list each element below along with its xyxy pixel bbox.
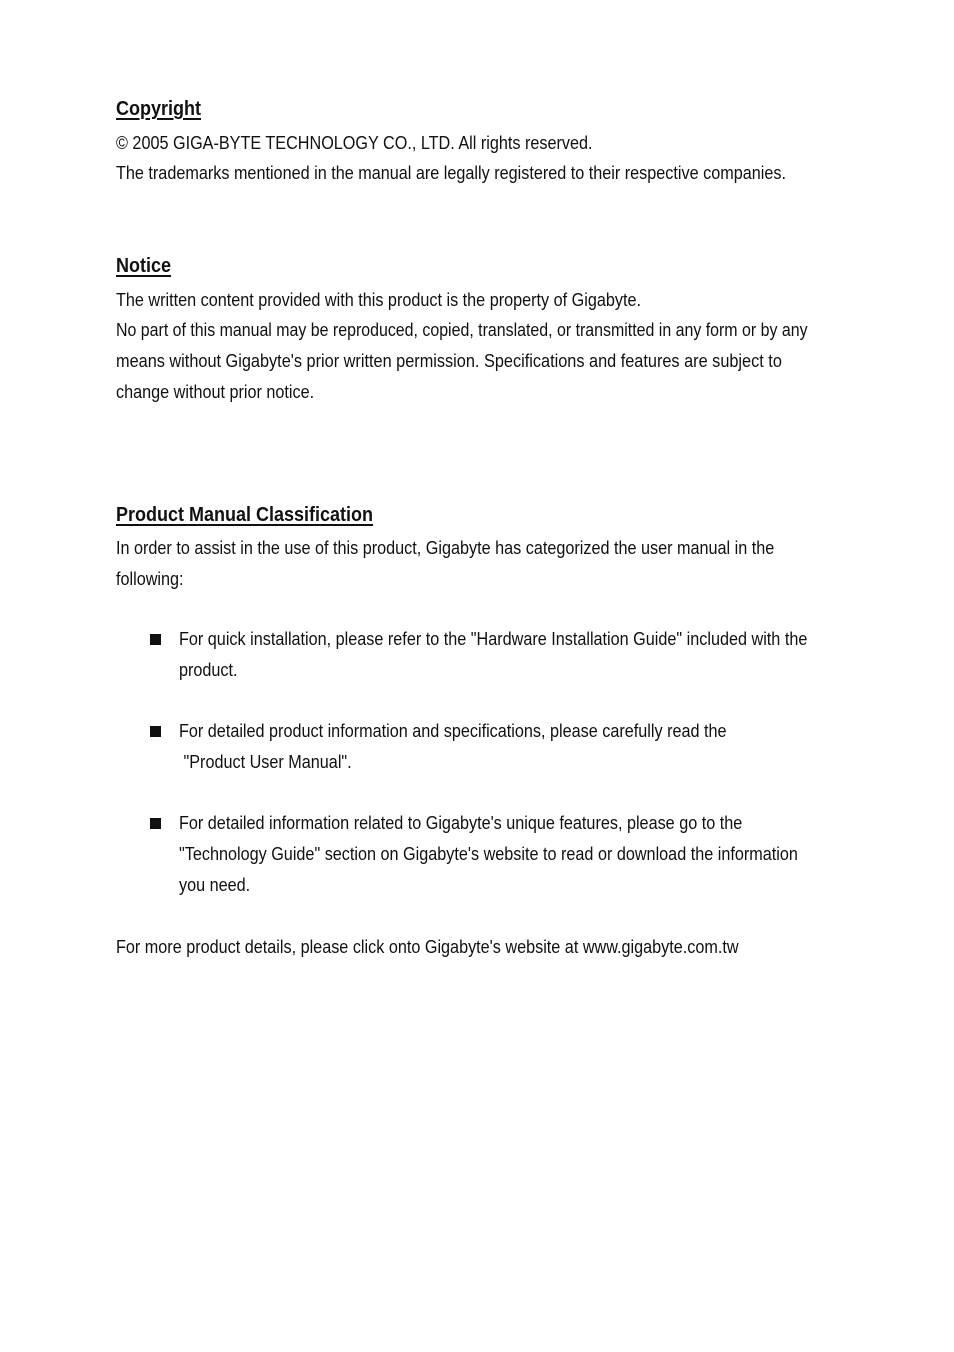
classification-heading: Product Manual Classification (116, 504, 374, 526)
trademark-line: The trademarks mentioned in the manual are legally registered to their respective companies. (116, 163, 786, 183)
bullet-2-line-2: "Product User Manual". (179, 752, 352, 772)
bullet-3-line-1: For detailed information related to Gigabyte's unique features, please go to the (179, 813, 743, 833)
notice-line-1: The written content provided with this product is the property of Gigabyte. (116, 290, 641, 310)
bullet-1-line-2: product. (179, 660, 238, 680)
bullet-square-icon (150, 726, 161, 737)
notice-line-3: means without Gigabyte's prior written permission. Specifications and features are subject to (116, 351, 782, 371)
bullet-square-icon (150, 818, 161, 829)
bullet-3-line-3: you need. (179, 875, 251, 895)
website-footer-line: For more product details, please click onto Gigabyte's website at www.gigabyte.com.tw (116, 937, 739, 957)
copyright-line: © 2005 GIGA-BYTE TECHNOLOGY CO., LTD. All rights reserved. (116, 133, 593, 153)
bullet-2-line-1: For detailed product information and specifications, please carefully read the (179, 721, 727, 741)
bullet-square-icon (150, 634, 161, 645)
classification-intro-line-1: In order to assist in the use of this product, Gigabyte has categorized the user manual in the (116, 538, 775, 558)
notice-line-4: change without prior notice. (116, 382, 315, 402)
classification-intro-line-2: following: (116, 569, 184, 589)
notice-heading: Notice (116, 255, 172, 277)
copyright-heading: Copyright (116, 98, 201, 120)
notice-line-2: No part of this manual may be reproduced, copied, translated, or transmitted in any form or by any (116, 320, 808, 340)
bullet-1-line-1: For quick installation, please refer to the "Hardware Installation Guide" included with the (179, 629, 808, 649)
bullet-3-line-2: "Technology Guide" section on Gigabyte's website to read or download the information (179, 844, 798, 864)
